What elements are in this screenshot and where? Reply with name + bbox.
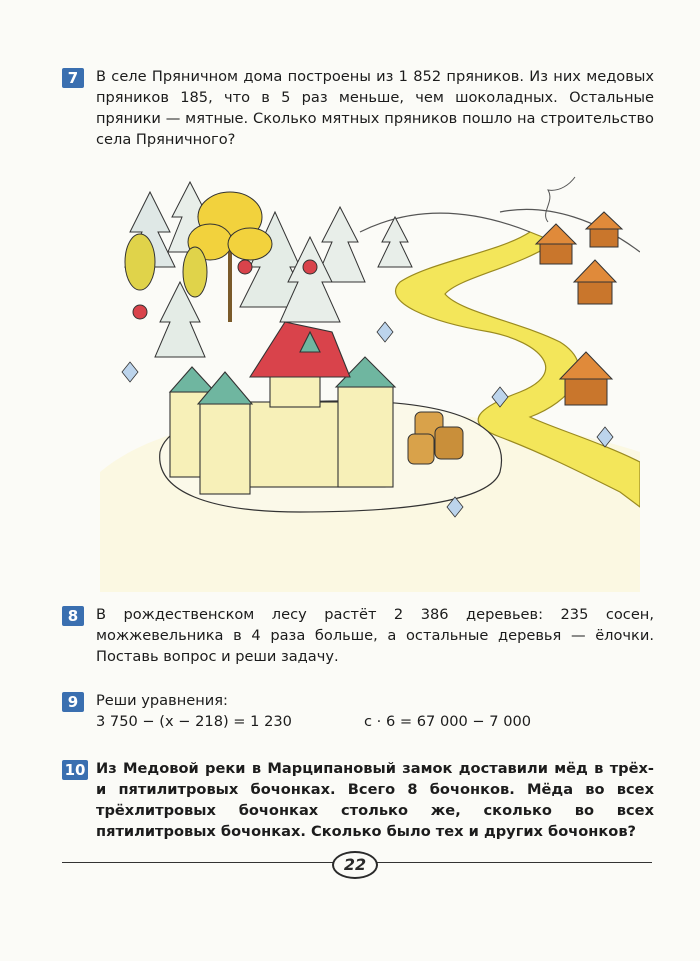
task-number-badge: 8 — [62, 606, 84, 626]
task-7 — [62, 66, 654, 150]
task-text: В рождественском лесу растёт 2 386 деревьев: 235 сосен, можжевельника в 4 раза больше, а остальные деревья — ёлочки. Поставь вопрос и реши задачу. — [96, 606, 654, 665]
page-number: 22 — [332, 851, 378, 879]
task-number-badge: 10 — [62, 760, 88, 780]
task-text: В селе Пряничном дома построены из 1 852 пряников. Из них медовых пряников 185, что в 5 раз меньше, чем шоколадных. Остальные пряники — мятные. Сколько мятных пряников пошло на строительство села Пряничного? — [96, 68, 654, 148]
task-8 — [62, 604, 654, 667]
task-text: Из Медовой реки в Марципановый замок доставили мёд в трёх- и пятилитровых бочонках. Всего 8 бочонков. Мёда во всех трёхлитровых бочонках столько же, сколько во всех пятилитровых бочонках. Сколько было тех и других бочонков? — [96, 760, 654, 840]
task-9 — [62, 690, 654, 732]
task-instruction: Реши уравнения: — [96, 692, 228, 709]
marzipan-castle — [170, 322, 395, 494]
task-10 — [62, 758, 654, 842]
gingerbread-village-illustration — [100, 172, 640, 592]
equations-row — [96, 711, 654, 732]
task-number-badge: 7 — [62, 68, 84, 88]
equation-1: 3 750 − (x − 218) = 1 230 — [96, 713, 292, 730]
forest — [125, 182, 412, 357]
task-number-badge: 9 — [62, 692, 84, 712]
equation-2: c · 6 = 67 000 − 7 000 — [364, 713, 532, 730]
